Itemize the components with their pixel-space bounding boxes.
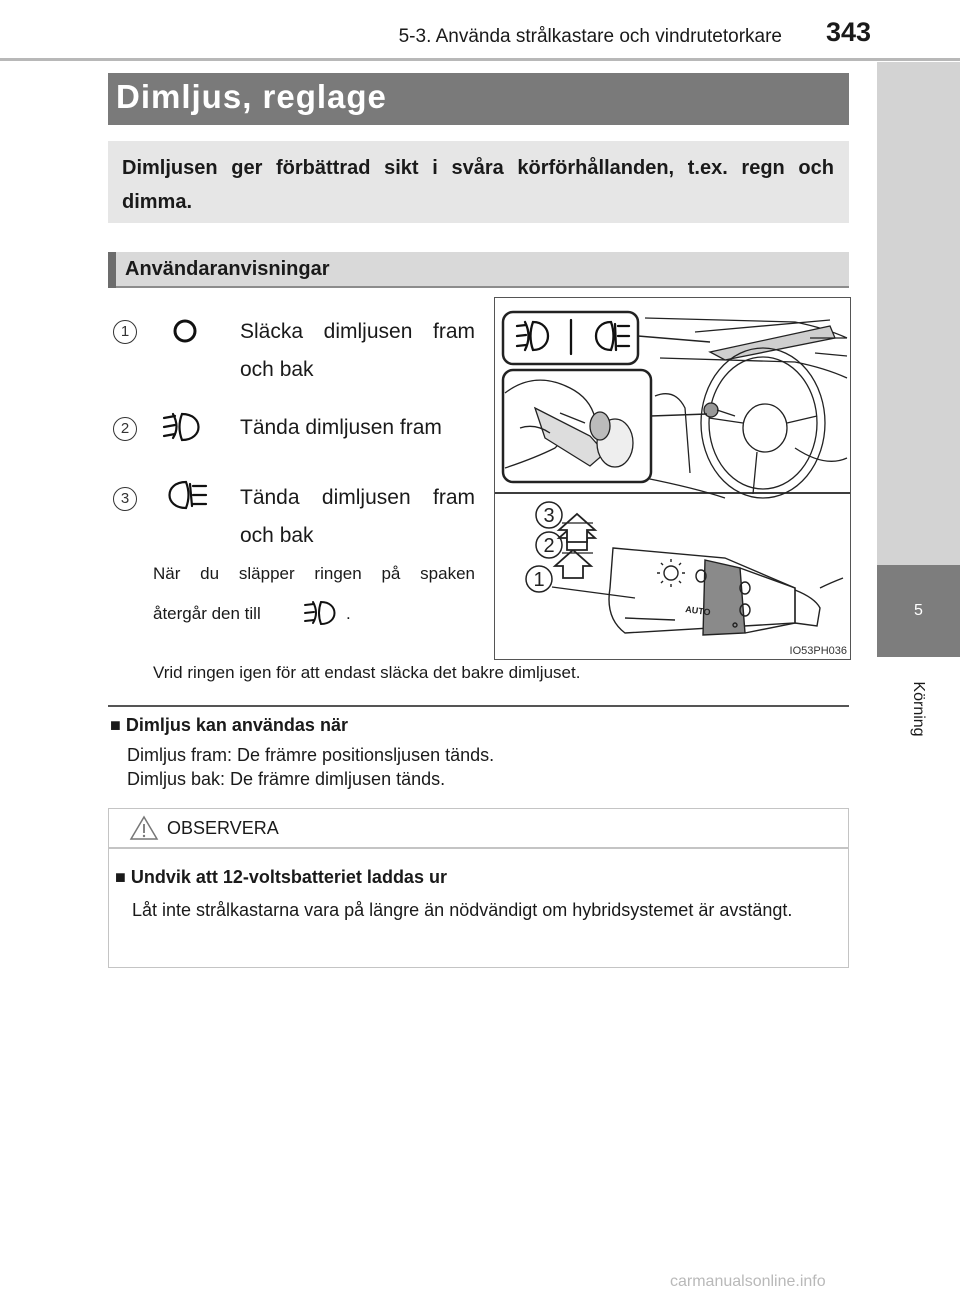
subheading: Användaranvisningar xyxy=(125,258,330,280)
item-number-2: 2 xyxy=(113,417,137,441)
header-divider xyxy=(0,58,960,61)
warning-triangle-icon xyxy=(129,814,159,842)
illustration-drawing xyxy=(495,298,850,659)
intro-text: Dimljusen ger förbättrad sikt i svåra körförhållanden, t.ex. regn och dimma. xyxy=(122,157,834,213)
release-note-line1: När du släpper ringen på spaken xyxy=(153,564,475,583)
section-divider xyxy=(108,705,849,707)
warning-box xyxy=(108,808,849,968)
page-title: Dimljus, reglage xyxy=(116,78,387,115)
chapter-label: Körning xyxy=(910,681,927,737)
usage-heading: ■ Dimljus kan användas när xyxy=(110,715,348,735)
callout-1: 1 xyxy=(533,569,545,591)
callout-2: 2 xyxy=(543,535,555,557)
square-bullet-icon: ■ xyxy=(110,715,126,735)
usage-line-2: Dimljus bak: De främre dimljusen tänds. xyxy=(127,769,446,789)
switch-auto-label: AUTO xyxy=(684,604,712,618)
running-header-section: 5-3. Använda strålkastare och vindrutetorkare xyxy=(398,26,782,47)
square-bullet-icon: ■ xyxy=(115,867,131,887)
fog-light-switch-illustration xyxy=(494,297,851,660)
watermark: carmanualsonline.info xyxy=(670,1273,826,1290)
rear-fog-light-icon xyxy=(166,478,212,512)
page-number: 343 xyxy=(826,17,872,47)
illustration-code: IO53PH036 xyxy=(789,645,847,657)
warning-heading: ■ Undvik att 12-voltsbatteriet laddas ur xyxy=(115,867,447,887)
usage-line-1: Dimljus fram: De främre positionsljusen tänds. xyxy=(127,745,495,765)
release-note-period: . xyxy=(346,604,351,623)
front-fog-light-icon xyxy=(302,599,342,627)
rotate-note: Vrid ringen igen för att endast släcka det bakre dimljuset. xyxy=(153,663,581,682)
item-text-2: Tända dimljusen fram xyxy=(240,416,442,439)
release-note-line2: återgår den till xyxy=(153,604,261,623)
warning-divider xyxy=(109,847,848,849)
chapter-number-tab: 5 xyxy=(877,565,960,657)
item-text-1: Släcka dimljusen fram och bak xyxy=(240,320,475,381)
fog-off-circle-icon xyxy=(170,316,200,346)
item-text-3: Tända dimljusen fram och bak xyxy=(240,486,475,547)
chapter-tab-strip xyxy=(877,62,960,622)
subheading-accent xyxy=(108,252,116,288)
item-number-3: 3 xyxy=(113,487,137,511)
warning-body: Låt inte strålkastarna vara på längre än nödvändigt om hybridsystemet är avstängt. xyxy=(132,900,793,920)
callout-3: 3 xyxy=(543,505,555,527)
warning-title: OBSERVERA xyxy=(167,818,279,838)
front-fog-light-icon xyxy=(160,410,206,444)
item-number-1: 1 xyxy=(113,320,137,344)
